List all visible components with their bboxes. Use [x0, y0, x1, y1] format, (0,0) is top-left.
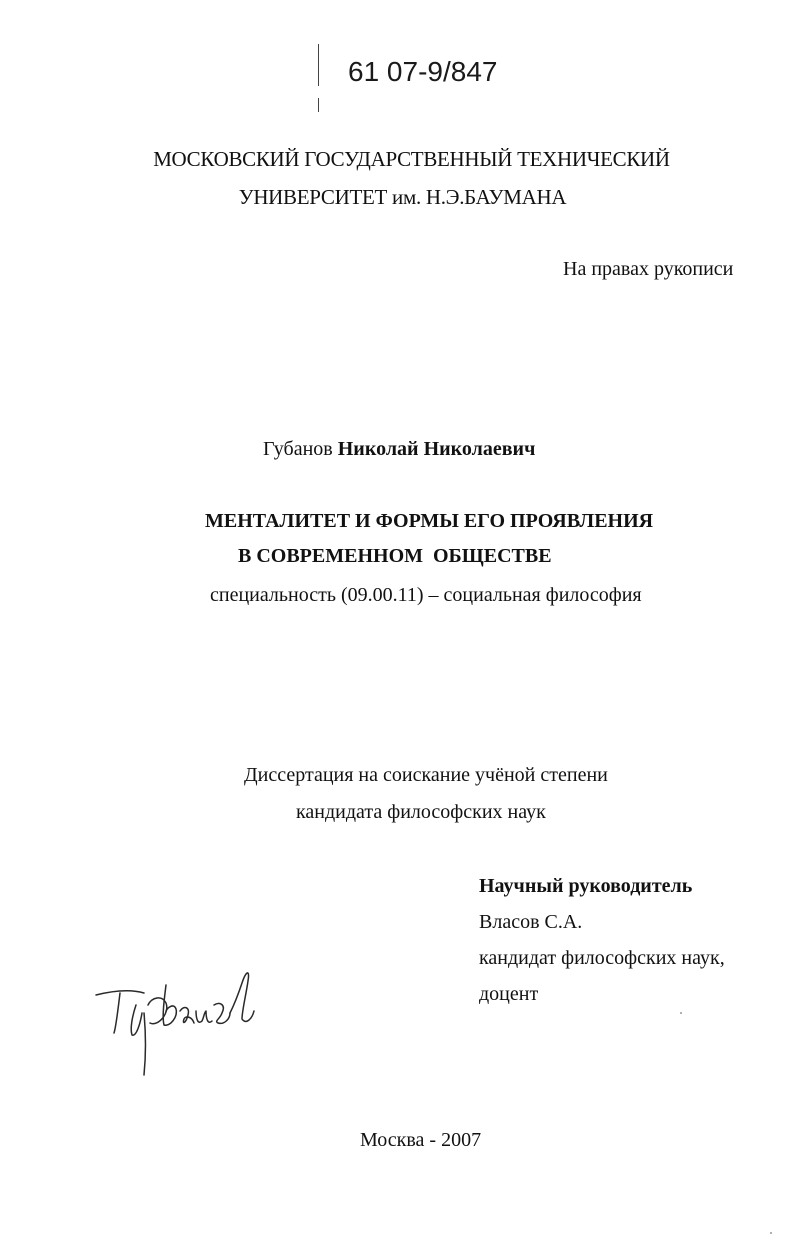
dissertation-title-line-1: МЕНТАЛИТЕТ И ФОРМЫ ЕГО ПРОЯВЛЕНИЯ — [205, 510, 654, 532]
archive-stamp: 61 07-9/847 — [348, 56, 498, 87]
specialty: специальность (09.00.11) – социальная философия — [210, 584, 642, 606]
city-year: Москва - 2007 — [360, 1129, 482, 1151]
supervisor-name: Власов С.А. — [479, 911, 583, 933]
stamp-divider-line — [318, 44, 319, 86]
author-name — [263, 438, 535, 461]
degree-statement-line-1: Диссертация на соискание учёной степени — [244, 764, 608, 786]
supervisor-rank: доцент — [479, 983, 539, 1005]
author-surname: Губанов — [263, 438, 333, 460]
author-given-names: Николай Николаевич — [337, 438, 536, 460]
dissertation-title-line-2: В СОВРЕМЕННОМ ОБЩЕСТВЕ — [238, 545, 552, 567]
stamp-divider-line-lower — [318, 98, 319, 112]
scan-speck — [770, 1232, 772, 1234]
university-name-line-1: МОСКОВСКИЙ ГОСУДАРСТВЕННЫЙ ТЕХНИЧЕСКИЙ — [153, 147, 670, 171]
manuscript-rights: На правах рукописи — [563, 258, 734, 280]
university-name-line-2: УНИВЕРСИТЕТ им. Н.Э.БАУМАНА — [238, 185, 567, 209]
handwritten-signature — [92, 965, 262, 1080]
scan-speck — [680, 1012, 682, 1014]
supervisor-heading: Научный руководитель — [479, 875, 693, 897]
supervisor-degree: кандидат философских наук, — [479, 947, 725, 969]
degree-statement-line-2: кандидата философских наук — [296, 801, 546, 823]
